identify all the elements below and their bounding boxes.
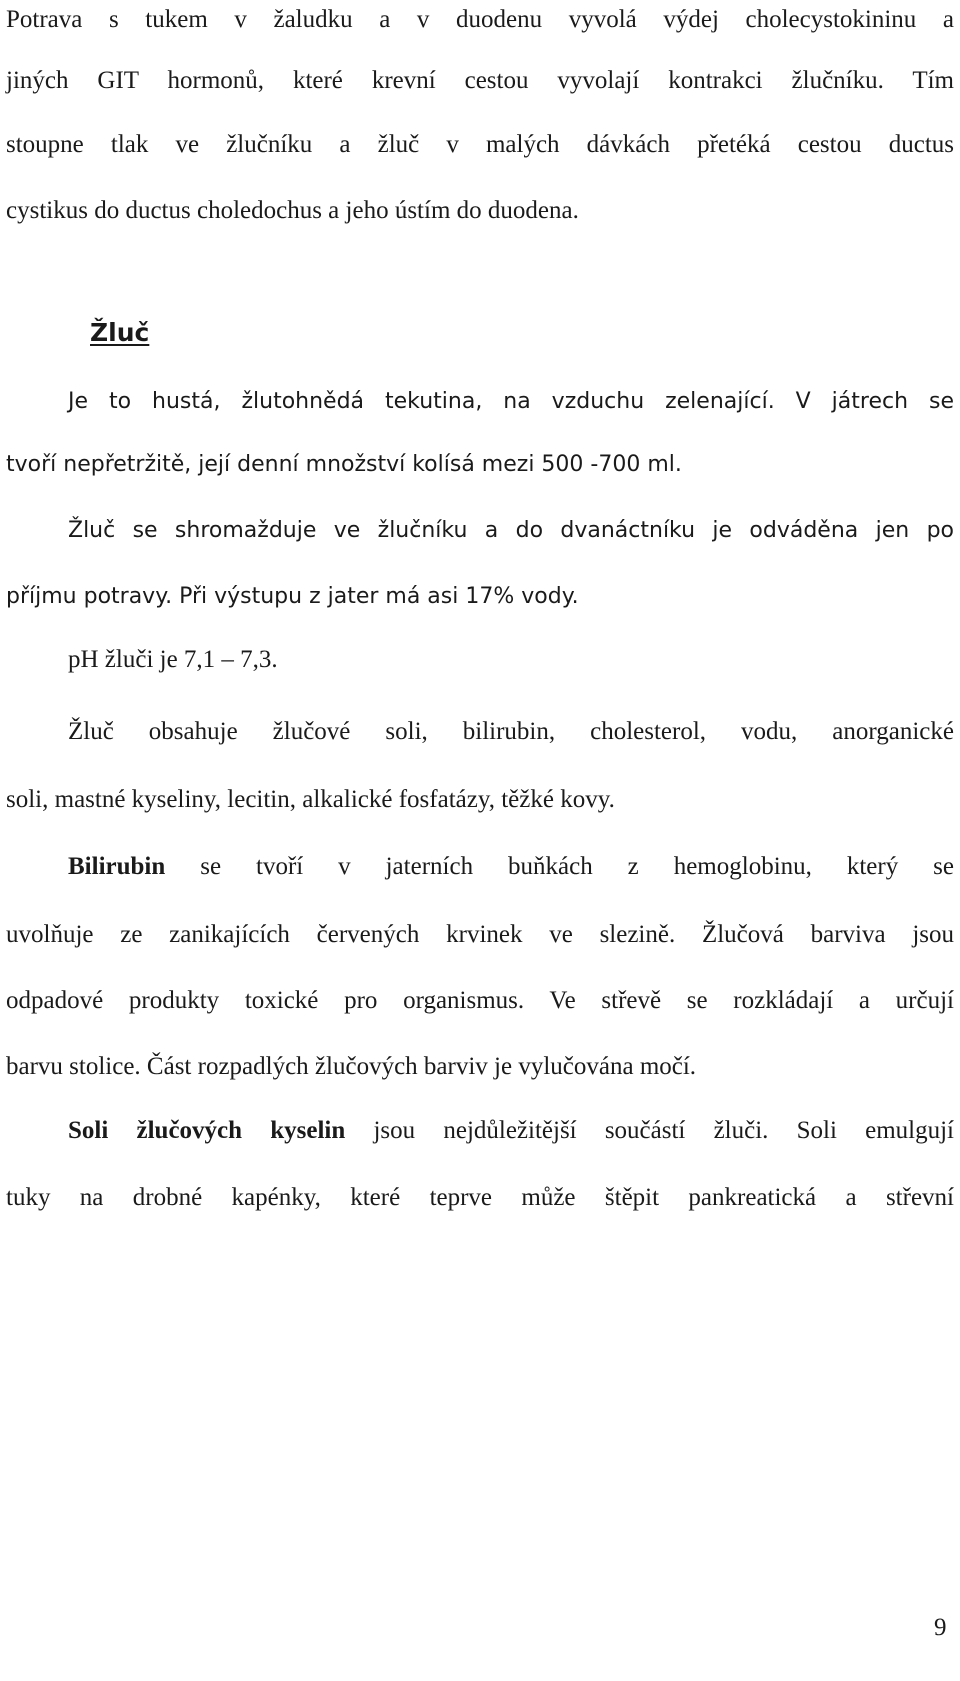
intro-line-1: Potrava s tukem v žaludku a v duodenu vyvolá výdej cholecystokininu a — [6, 6, 954, 33]
bilirubin-term: Bilirubin — [68, 853, 166, 880]
ph-line: pH žluči je 7,1 – 7,3. — [68, 646, 278, 673]
salts-line-2: tuky na drobné kapénky, které teprve může štěpit pankreatická a střevní — [6, 1184, 954, 1211]
bilirubin-line-4: barvu stolice. Část rozpadlých žlučových barviv je vylučována močí. — [6, 1053, 697, 1080]
bilirubin-line-1 — [68, 852, 954, 882]
intro-line-3: stoupne tlak ve žlučníku a žluč v malých dávkách přetéká cestou ductus — [6, 131, 954, 158]
bilirubin-line-3: odpadové produkty toxické pro organismus. Ve střevě se rozkládají a určují — [6, 987, 954, 1014]
storage-line-1: Žluč se shromažduje ve žlučníku a do dvanáctníku je odváděna jen po — [68, 518, 954, 543]
bilirubin-line-1-rest: se tvoří v jaterních buňkách z hemoglobinu, který se — [165, 853, 954, 880]
intro-line-2: jiných GIT hormonů, které krevní cestou vyvolají kontrakci žlučníku. Tím — [6, 67, 954, 94]
salts-line-1 — [68, 1116, 954, 1146]
composition-line-2: soli, mastné kyseliny, lecitin, alkalické fosfatázy, těžké kovy. — [6, 786, 615, 813]
salts-line-1-rest: jsou nejdůležitější součástí žluči. Soli emulgují — [345, 1117, 954, 1144]
section-heading: Žluč — [90, 318, 150, 347]
description-line-2: tvoří nepřetržitě, její denní množství kolísá mezi 500 -700 ml. — [6, 452, 682, 477]
composition-line-1: Žluč obsahuje žlučové soli, bilirubin, cholesterol, vodu, anorganické — [68, 718, 954, 745]
intro-line-4: cystikus do ductus choledochus a jeho ústím do duodena. — [6, 197, 579, 224]
bilirubin-line-2: uvolňuje ze zanikajících červených krvinek ve slezině. Žlučová barviva jsou — [6, 921, 954, 948]
description-line-1: Je to hustá, žlutohnědá tekutina, na vzduchu zelenající. V játrech se — [68, 389, 954, 414]
page-number: 9 — [934, 1614, 947, 1641]
storage-line-2: příjmu potravy. Při výstupu z jater má asi 17% vody. — [6, 584, 579, 609]
salts-term: Soli žlučových kyselin — [68, 1117, 346, 1144]
